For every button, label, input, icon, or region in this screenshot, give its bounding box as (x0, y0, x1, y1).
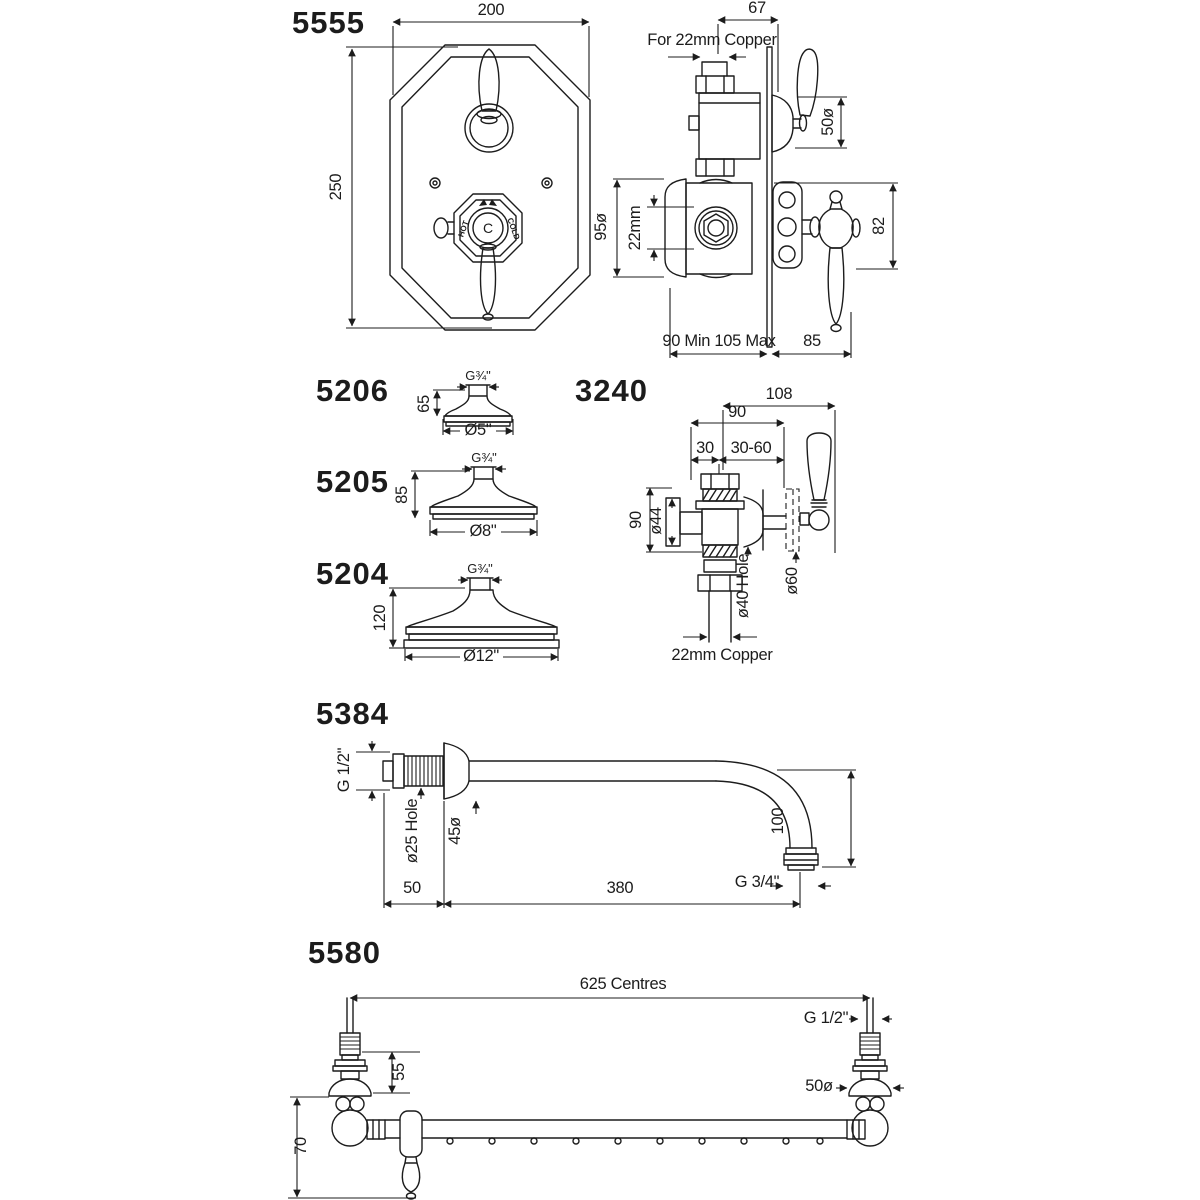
product-code: 5384 (316, 696, 389, 731)
dim-diameter: Ø5" (464, 421, 492, 439)
dim-centres: 625 Centres (579, 975, 667, 993)
diverter-lever (479, 49, 499, 111)
dim-height: 250 (327, 173, 345, 201)
shower-head-bell (445, 396, 511, 416)
arm-tube (469, 761, 716, 781)
dim-width: 200 (477, 1, 505, 19)
dim-diameter: Ø12" (463, 647, 499, 665)
right-riser-thread (860, 1033, 880, 1055)
product-code: 5204 (316, 556, 389, 591)
spray-bar (385, 1120, 847, 1138)
valve-body (702, 509, 738, 545)
dim-recess: 90 Min 105 Max (662, 332, 776, 350)
valve-body (686, 183, 752, 274)
lever-finial (830, 191, 842, 203)
copper-note: For 22mm Copper (647, 31, 777, 49)
diagram-5206 (316, 368, 513, 439)
dial-cold-label: COLD (505, 216, 522, 242)
lever-hub (819, 209, 853, 248)
backnut (393, 754, 404, 788)
override-button (434, 218, 448, 238)
temperature-lever (481, 248, 496, 314)
product-code: 5206 (316, 373, 389, 408)
lever-hub (809, 510, 829, 530)
outlet-flange (666, 498, 680, 546)
dim-handle-dia: 50ø (819, 108, 837, 136)
product-code: 5205 (316, 464, 389, 499)
diagram-5205 (316, 450, 537, 540)
supply-pipe (709, 591, 731, 642)
dim-riser-height: 55 (390, 1063, 408, 1081)
top-nut (701, 474, 739, 489)
dim-body-dia: 95ø (592, 213, 610, 241)
dim-wall-thread: G 1/2" (335, 747, 353, 793)
dim-outlet-dia: ø44 (647, 507, 665, 535)
diagram-5384 (316, 696, 856, 908)
valve-body-flange (665, 179, 686, 277)
plate-inner-outline (402, 57, 578, 318)
dim-height: 120 (371, 604, 389, 632)
wall-bell (744, 497, 763, 547)
5555-front-view (327, 1, 590, 330)
dim-inlet-offset: 30 (696, 439, 714, 457)
product-code: 5580 (308, 935, 381, 970)
product-code: 3240 (575, 373, 648, 408)
dim-flange-dia: 50ø (805, 1077, 833, 1095)
left-riser-thread (340, 1033, 360, 1055)
left-ball-elbow (332, 1110, 368, 1146)
dim-height: 65 (415, 395, 433, 413)
dim-hole-dia: ø25 Hole (403, 798, 421, 864)
dim-flange-dia: ø60 (783, 567, 801, 595)
dim-hole-dia: ø40 Hole (734, 553, 752, 619)
thread-label: G¾" (471, 450, 497, 465)
product-code: 5555 (292, 5, 365, 40)
dim-reach: 380 (606, 879, 634, 897)
dim-projection: 85 (803, 332, 821, 350)
dim-body-height: 90 (627, 511, 645, 529)
dial-hot-label: HOT (456, 219, 471, 239)
pipe-note: 22mm Copper (671, 646, 773, 664)
dim-overall: 108 (765, 385, 793, 403)
right-bell-flange (849, 1079, 891, 1096)
tee-fitting (400, 1111, 422, 1157)
dial-letter: C (482, 220, 494, 236)
right-ball-elbow (852, 1110, 888, 1146)
compression-nut (696, 76, 734, 93)
lever-grip (807, 433, 831, 500)
dim-flange-dia: 45ø (446, 817, 464, 845)
thread-label: G¾" (467, 561, 493, 576)
diagram-5580 (288, 935, 904, 1199)
dim-thread: G 1/2" (803, 1009, 849, 1027)
wall-flange (444, 743, 469, 799)
diagram-5555 (292, 0, 898, 358)
dim-drop-height: 70 (292, 1137, 310, 1155)
thread-stub (466, 385, 490, 396)
left-bell-flange (329, 1079, 371, 1096)
wall-plate-edge (767, 47, 772, 347)
shower-head-bell (431, 479, 536, 507)
diverter-bell (772, 95, 793, 152)
screw (542, 178, 552, 188)
lever-grip (828, 248, 844, 324)
front-escutcheon (773, 182, 802, 268)
dim-handle-height: 82 (870, 217, 888, 235)
control-lever (402, 1163, 419, 1192)
thread-label: G¾" (465, 368, 491, 383)
inlet-pipe (702, 62, 727, 76)
thread-stub (471, 467, 496, 479)
dim-outlet-thread: G 3/4" (734, 873, 780, 891)
dim-drop: 100 (769, 807, 787, 835)
diverter-lever-side (797, 49, 818, 116)
shower-head-bell (407, 590, 556, 627)
diagram-3240 (575, 373, 835, 664)
5555-side-view (592, 0, 898, 358)
spray-nozzles (447, 1138, 823, 1144)
dim-to-wall: 90 (728, 403, 746, 421)
dim-offset: 67 (748, 0, 766, 17)
screw (430, 178, 440, 188)
dim-inlet-dia: 22mm (626, 205, 644, 251)
dim-height: 85 (393, 486, 411, 504)
thread-stub (467, 578, 493, 590)
dim-adjust-range: 30-60 (730, 439, 772, 457)
dim-wall-depth: 50 (403, 879, 421, 897)
dim-diameter: Ø8" (469, 522, 497, 540)
diagram-5204 (316, 556, 559, 665)
